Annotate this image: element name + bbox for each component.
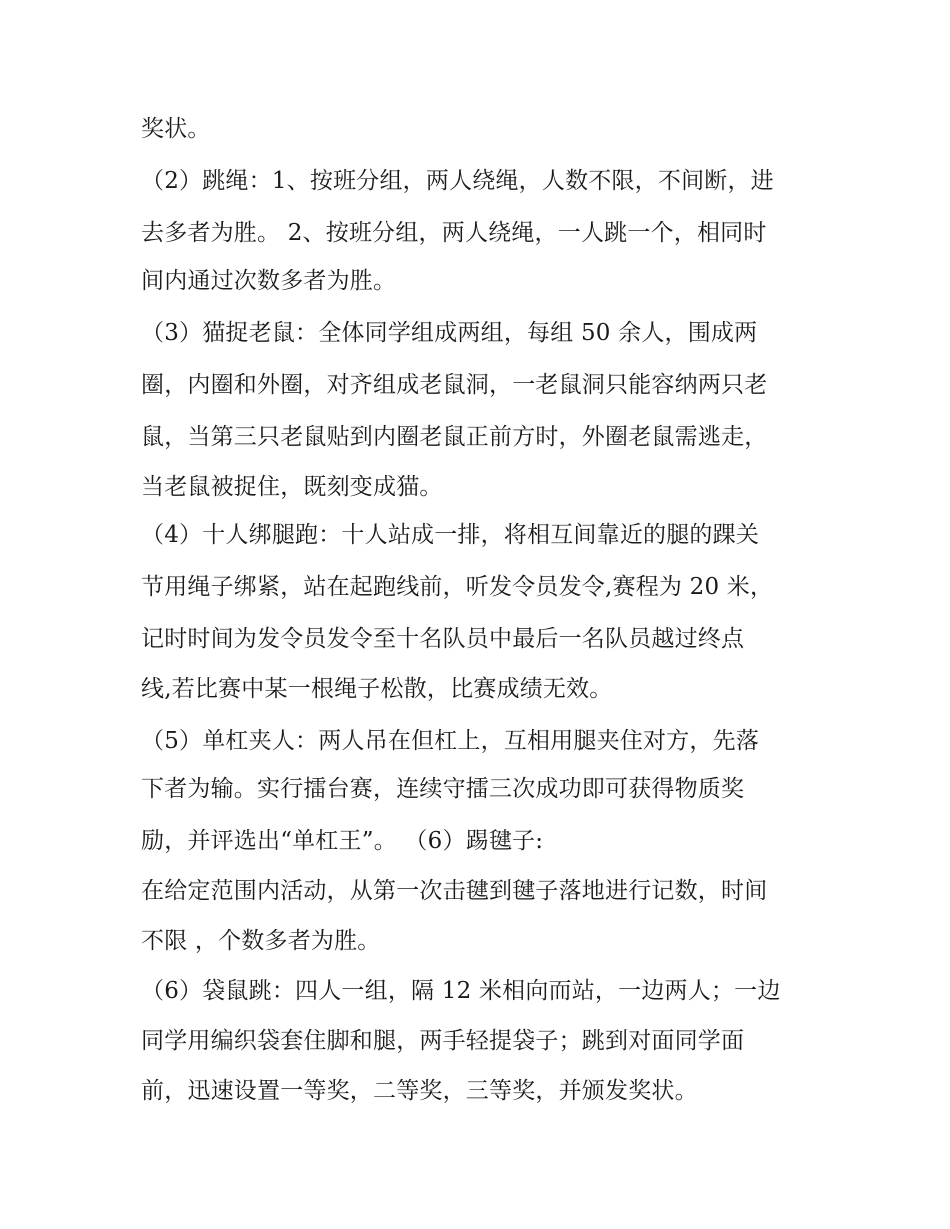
text-line: 记时时间为发令员发令至十名队员中最后一名队员越过终点 (141, 626, 745, 652)
text-line: 间内通过次数多者为胜。 (141, 268, 397, 294)
text-line: （4）十人绑腿跑：十人站成一排，将相互间靠近的腿的踝关 (141, 522, 760, 548)
text-line: 同学用编织袋套住脚和腿，两手轻提袋子；跳到对面同学面 (141, 1028, 745, 1054)
text-line: （3）猫捉老鼠：全体同学组成两组，每组 50 余人，围成两 (141, 320, 758, 346)
text-line: （5）单杠夹人：两人吊在但杠上，互相用腿夹住对方，先落 (141, 728, 760, 754)
text-line: 在给定范围内活动，从第一次击毽到毽子落地进行记数，时间 (141, 878, 768, 904)
text-line: 下者为输。实行擂台赛，连续守擂三次成功即可获得物质奖 (141, 776, 745, 802)
text-line: 当老鼠被捉住，既刻变成猫。 (141, 474, 443, 500)
text-line: 鼠，当第三只老鼠贴到内圈老鼠正前方时，外圈老鼠需逃走， (141, 424, 768, 450)
text-line: （6）袋鼠跳：四人一组，隔 12 米相向而站，一边两人；一边 (141, 978, 781, 1004)
text-line: 节用绳子绑紧，站在起跑线前，听发令员发令,赛程为 20 米， (141, 574, 774, 600)
text-line: 不限 ，个数多者为胜。 (141, 928, 381, 954)
text-line: 前，迅速设置一等奖，二等奖，三等奖，并颁发奖状。 (141, 1078, 698, 1104)
text-line: 奖状。 (141, 116, 211, 142)
text-line: 励，并评选出“单杠王”。 （6）踢毽子: (141, 828, 544, 854)
text-line: 圈，内圈和外圈，对齐组成老鼠洞，一老鼠洞只能容纳两只老 (141, 372, 768, 398)
text-line: 线,若比赛中某一根绳子松散，比赛成绩无效。 (141, 676, 613, 702)
text-line: 去多者为胜。 2、按班分组，两人绕绳，一人跳一个，相同时 (141, 220, 767, 246)
text-line: （2）跳绳：1、按班分组，两人绕绳，人数不限，不间断，进 (141, 168, 774, 194)
